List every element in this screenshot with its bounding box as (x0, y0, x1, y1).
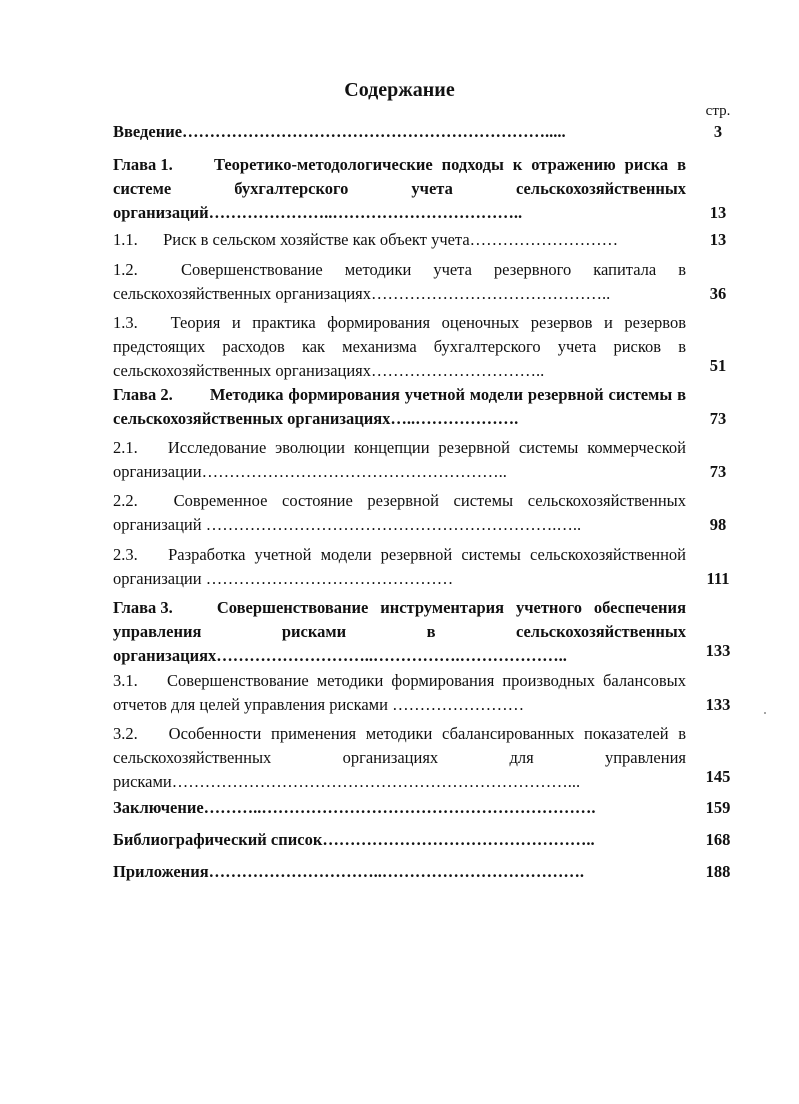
toc-entry-page: 168 (705, 830, 731, 849)
toc-entry-number: 1.2. (113, 260, 138, 279)
toc-entry-text (113, 258, 686, 306)
toc-entry-page: 111 (706, 569, 730, 588)
toc-entry-page: 3 (713, 122, 723, 141)
page-column-label: стр. (705, 103, 731, 119)
toc-entry-label: Совершенствование инструментария учетного обеспечения управления рисками в сельскохозяйственных организациях………………………..…………….……………….. (113, 598, 686, 665)
toc-entry-text (113, 311, 686, 383)
toc-entry-label: Заключение………..……………………………………………………. (113, 798, 596, 817)
toc-entry-label: Особенности применения методики сбалансированных показателей в сельскохозяйственных организациях для управления рисками………………………………………………………………... (113, 724, 686, 791)
toc-entry-number: Глава 1. (113, 155, 173, 174)
page-title: Содержание (344, 79, 455, 101)
toc-entry-page: 159 (705, 798, 731, 817)
toc-entry-text (113, 543, 686, 591)
toc-entry-page: 51 (709, 356, 727, 375)
toc-entry-text (113, 228, 686, 252)
toc-entry-number: 3.2. (113, 724, 138, 743)
toc-entry-number: 1.1. (113, 230, 138, 249)
toc-entry-number: 2.2. (113, 491, 138, 510)
toc-entry-page: 133 (705, 641, 731, 660)
scan-speck (764, 712, 766, 714)
toc-entry-text (113, 120, 686, 144)
toc-entry-text (113, 722, 686, 794)
toc-entry-number: 1.3. (113, 313, 138, 332)
toc-entry-text (113, 489, 686, 537)
toc-entry-text (113, 796, 686, 820)
toc-entry-page: 13 (709, 230, 727, 249)
toc-entry-label: Риск в сельском хозяйстве как объект учета……………………… (163, 230, 619, 249)
toc-entry-text (113, 596, 686, 668)
toc-entry-label: Исследование эволюции концепции резервной системы коммерческой организации……………………………………………….. (113, 438, 687, 481)
toc-entry-text (113, 153, 686, 225)
toc-entry-label: Введение…………………………………………………………..... (113, 122, 566, 141)
toc-entry-label: Библиографический список………………………………………….. (113, 830, 595, 849)
toc-entry-page: 36 (709, 284, 727, 303)
toc-entry-number: Глава 2. (113, 385, 173, 404)
toc-entry-label: Разработка учетной модели резервной системы сельскохозяйственной организации ……………………………………… (113, 545, 687, 588)
toc-entry-label: Методика формирования учетной модели резервной системы в сельскохозяйственных организациях…..………………. (113, 385, 687, 428)
toc-entry-number: 3.1. (113, 671, 138, 690)
toc-entry-text (113, 669, 686, 717)
toc-entry-page: 73 (709, 462, 727, 481)
toc-entry-number: 2.3. (113, 545, 138, 564)
toc-entry-label: Приложения…………………………..………………………………. (113, 862, 584, 881)
toc-entry-page: 188 (705, 862, 731, 881)
toc-entry-text (113, 383, 686, 431)
toc-entry-label: Совершенствование методики формирования производных балансовых отчетов для целей управления рисками …………………… (113, 671, 686, 714)
toc-entry-text (113, 860, 686, 884)
toc-entry-label: Современное состояние резервной системы сельскохозяйственных организаций ……………………………………………………….….. (113, 491, 686, 534)
toc-entry-page: 73 (709, 409, 727, 428)
toc-entry-page: 98 (709, 515, 727, 534)
toc-entry-label: Теория и практика формирования оценочных резервов и резервов предстоящих расходов как механизма бухгалтерского учета рисков в сельскохозяйственных организациях………………………….. (113, 313, 686, 380)
toc-entry-number: 2.1. (113, 438, 138, 457)
toc-entry-text (113, 828, 686, 852)
toc-entry-text (113, 436, 686, 484)
toc-entry-label: Совершенствование методики учета резервного капитала в сельскохозяйственных организациях…………………………………….. (113, 260, 687, 303)
toc-entry-number: Глава 3. (113, 598, 173, 617)
toc-entry-page: 133 (705, 695, 731, 714)
toc-entry-page: 13 (709, 203, 727, 222)
toc-entry-label: Теоретико-методологические подходы к отражению риска в системе бухгалтерского учета сельскохозяйственных организаций…………………..…………………………….. (113, 155, 687, 222)
toc-entry-page: 145 (705, 767, 731, 786)
